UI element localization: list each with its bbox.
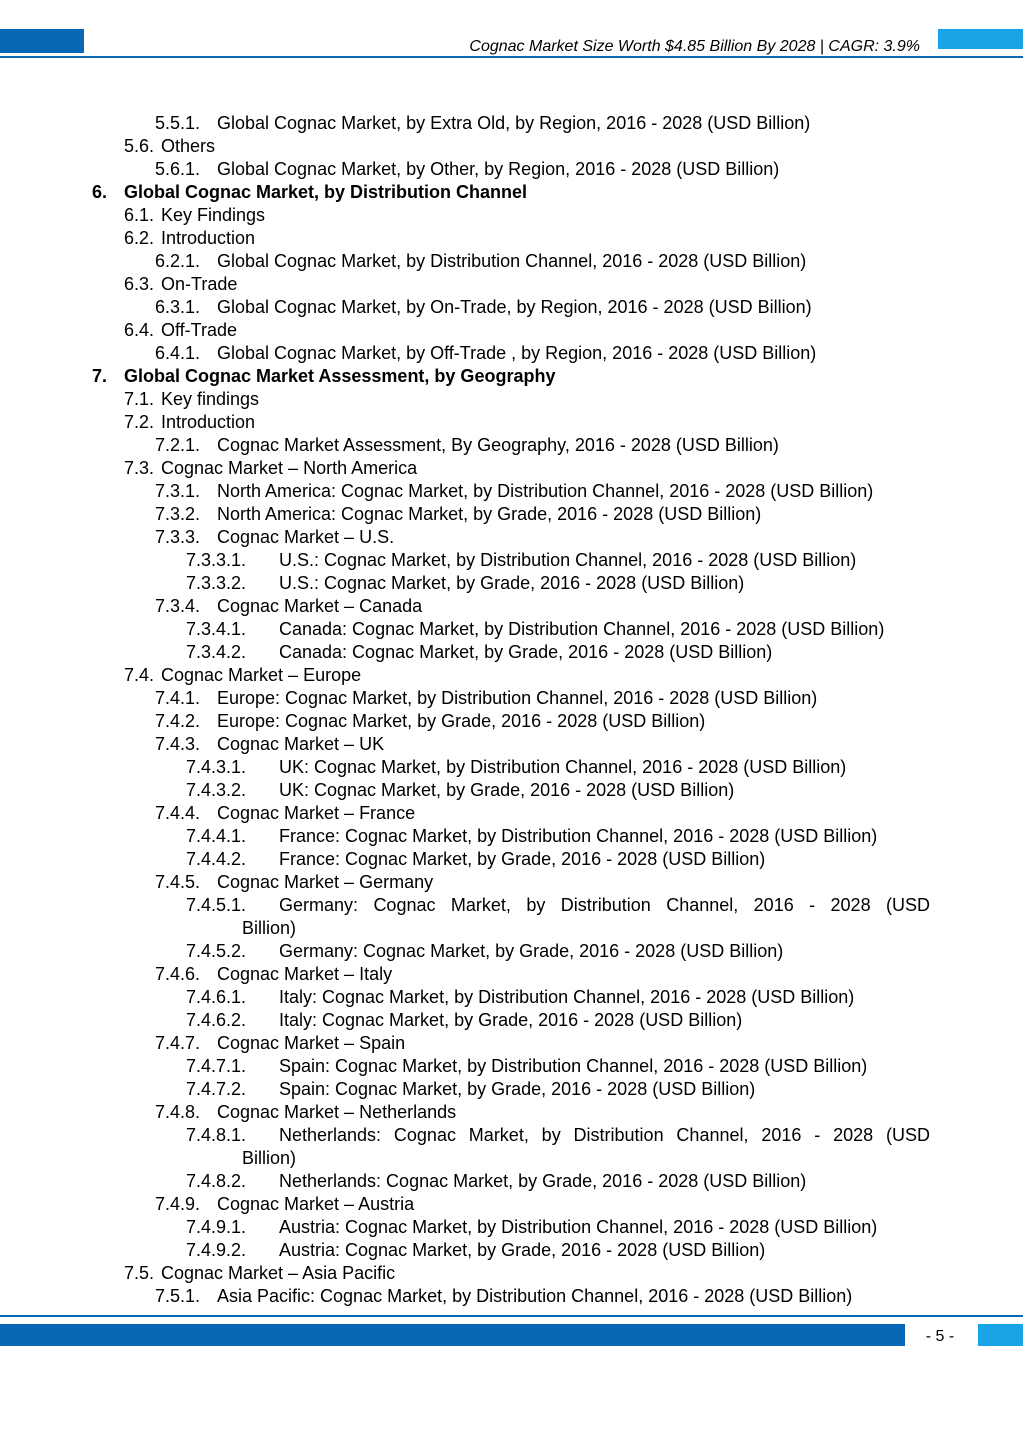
toc-entry bbox=[0, 250, 1023, 273]
toc-entry-title: Cognac Market – Europe bbox=[161, 665, 362, 685]
toc-entry-number: 7.2.1. bbox=[155, 435, 201, 455]
toc-entry bbox=[0, 1078, 1023, 1101]
toc-entry-title: U.S.: Cognac Market, by Distribution Channel, 2016 - 2028 (USD Billion) bbox=[279, 550, 857, 570]
toc-entry-title: Cognac Market – Canada bbox=[217, 596, 423, 616]
toc-entry-number: 7.3.2. bbox=[155, 504, 201, 524]
toc-entry-title: Introduction bbox=[161, 228, 256, 248]
page-number: - 5 - bbox=[925, 1328, 955, 1345]
header-left-accent-block bbox=[0, 29, 84, 53]
toc-entry bbox=[0, 710, 1023, 733]
toc-entry-title: Cognac Market – U.S. bbox=[217, 527, 395, 547]
toc-entry-number: 7.1. bbox=[124, 389, 155, 409]
footer-right-accent-block bbox=[978, 1324, 1023, 1346]
toc-entry-number: 5.6.1. bbox=[155, 159, 201, 179]
toc-entry bbox=[0, 457, 1023, 480]
toc-entry-title: Spain: Cognac Market, by Grade, 2016 - 2028 (USD Billion) bbox=[279, 1079, 756, 1099]
toc-entry bbox=[0, 365, 1023, 388]
toc-entry-title: Others bbox=[161, 136, 216, 156]
toc-entry-number: 7.4. bbox=[124, 665, 155, 685]
toc-entry-title: France: Cognac Market, by Distribution Channel, 2016 - 2028 (USD Billion) bbox=[279, 826, 878, 846]
header-right-accent-block bbox=[938, 29, 1023, 49]
toc-entry-title: Global Cognac Market, by On-Trade, by Region, 2016 - 2028 (USD Billion) bbox=[217, 297, 812, 317]
toc-entry-title: Germany: Cognac Market, by Distribution Channel, 2016 - 2028 (USD bbox=[279, 895, 930, 915]
toc-entry-title: Cognac Market – Austria bbox=[217, 1194, 415, 1214]
toc-entry-number: 6.4. bbox=[124, 320, 155, 340]
toc-entry-number: 7.5.1. bbox=[155, 1286, 201, 1306]
toc-entry-title: Cognac Market – Netherlands bbox=[217, 1102, 457, 1122]
header-title: Cognac Market Size Worth $4.85 Billion By 2028 | CAGR: 3.9% bbox=[469, 38, 920, 55]
toc-entry-title-continuation: Billion) bbox=[242, 1148, 297, 1168]
toc-entry-title: Cognac Market – Italy bbox=[217, 964, 393, 984]
toc-entry bbox=[0, 181, 1023, 204]
toc-entry-title: UK: Cognac Market, by Grade, 2016 - 2028 (USD Billion) bbox=[279, 780, 735, 800]
toc-entry-title: Canada: Cognac Market, by Distribution Channel, 2016 - 2028 (USD Billion) bbox=[279, 619, 885, 639]
toc-entry bbox=[0, 779, 1023, 802]
toc-entry bbox=[0, 595, 1023, 618]
toc-entry bbox=[0, 572, 1023, 595]
toc-entry-number: 6.3. bbox=[124, 274, 155, 294]
toc-entry bbox=[0, 296, 1023, 319]
toc-entry bbox=[0, 756, 1023, 779]
toc-entry-title: Key Findings bbox=[161, 205, 266, 225]
toc-entry-number: 7.3.3. bbox=[155, 527, 201, 547]
toc-entry-title: Introduction bbox=[161, 412, 256, 432]
toc-entry bbox=[0, 411, 1023, 434]
toc-entry-number: 7.4.7.2. bbox=[186, 1079, 247, 1099]
toc-entry bbox=[0, 549, 1023, 572]
toc-entry-title: Canada: Cognac Market, by Grade, 2016 - 2028 (USD Billion) bbox=[279, 642, 773, 662]
toc-entry-number: 7.4.9. bbox=[155, 1194, 201, 1214]
toc-entry-title: Global Cognac Market, by Distribution Channel bbox=[124, 182, 528, 202]
toc-entry bbox=[0, 342, 1023, 365]
toc-entry-number: 6.3.1. bbox=[155, 297, 201, 317]
toc-entry-title: Netherlands: Cognac Market, by Distribution Channel, 2016 - 2028 (USD bbox=[279, 1125, 930, 1145]
toc-entry-title: Global Cognac Market, by Extra Old, by Region, 2016 - 2028 (USD Billion) bbox=[217, 113, 811, 133]
toc-entry-title: Italy: Cognac Market, by Grade, 2016 - 2028 (USD Billion) bbox=[279, 1010, 743, 1030]
toc-entry bbox=[0, 1193, 1023, 1216]
toc-entry bbox=[0, 1124, 1023, 1170]
toc-entry-number: 7.5. bbox=[124, 1263, 155, 1283]
toc-entry-number: 7.4.1. bbox=[155, 688, 201, 708]
header-rule bbox=[0, 56, 1023, 58]
toc-entry-title: Global Cognac Market, by Distribution Channel, 2016 - 2028 (USD Billion) bbox=[217, 251, 807, 271]
toc-entry-number: 7.4.8. bbox=[155, 1102, 201, 1122]
toc-entry-number: 6.4.1. bbox=[155, 343, 201, 363]
toc-entry-title: Key findings bbox=[161, 389, 260, 409]
toc-entry bbox=[0, 871, 1023, 894]
toc-entry-number: 6.2.1. bbox=[155, 251, 201, 271]
toc-entry-number: 5.6. bbox=[124, 136, 155, 156]
toc-entry-number: 6.1. bbox=[124, 205, 155, 225]
toc-entry-title: Global Cognac Market, by Off-Trade , by Region, 2016 - 2028 (USD Billion) bbox=[217, 343, 817, 363]
toc-entry bbox=[0, 894, 1023, 940]
toc-entry-number: 6.2. bbox=[124, 228, 155, 248]
toc-entry-title: Cognac Market – Spain bbox=[217, 1033, 406, 1053]
toc-entry bbox=[0, 1009, 1023, 1032]
toc-entry-number: 7.4.8.1. bbox=[186, 1125, 247, 1145]
toc-entry-title: Global Cognac Market Assessment, by Geography bbox=[124, 366, 556, 386]
toc-entry bbox=[0, 1262, 1023, 1285]
toc-entry bbox=[0, 204, 1023, 227]
toc-entry bbox=[0, 664, 1023, 687]
toc-entry-title: Cognac Market – UK bbox=[217, 734, 385, 754]
toc-entry-title: UK: Cognac Market, by Distribution Channel, 2016 - 2028 (USD Billion) bbox=[279, 757, 847, 777]
toc-entry-number: 7.4.4.2. bbox=[186, 849, 247, 869]
toc-entry-number: 6. bbox=[92, 182, 108, 202]
toc-entry-number: 7.3. bbox=[124, 458, 155, 478]
toc-entry-number: 7.3.4.1. bbox=[186, 619, 247, 639]
toc-entry-title: Cognac Market Assessment, By Geography, 2016 - 2028 (USD Billion) bbox=[217, 435, 779, 455]
toc-entry-title: Italy: Cognac Market, by Distribution Channel, 2016 - 2028 (USD Billion) bbox=[279, 987, 855, 1007]
toc-entry-number: 7.3.4. bbox=[155, 596, 201, 616]
toc-entry-title: North America: Cognac Market, by Distribution Channel, 2016 - 2028 (USD Billion) bbox=[217, 481, 874, 501]
toc-entry-title: Europe: Cognac Market, by Distribution Channel, 2016 - 2028 (USD Billion) bbox=[217, 688, 818, 708]
toc-entry-number: 7.4.3. bbox=[155, 734, 201, 754]
toc-entry-title-continuation: Billion) bbox=[242, 918, 297, 938]
toc-entry-number: 7.4.8.2. bbox=[186, 1171, 247, 1191]
toc-entry bbox=[0, 319, 1023, 342]
toc-entry-title: Global Cognac Market, by Other, by Region, 2016 - 2028 (USD Billion) bbox=[217, 159, 780, 179]
toc-entry-number: 7.4.5.2. bbox=[186, 941, 247, 961]
toc-entry-number: 7.4.5. bbox=[155, 872, 201, 892]
toc-entry bbox=[0, 825, 1023, 848]
toc-entry-title: Spain: Cognac Market, by Distribution Channel, 2016 - 2028 (USD Billion) bbox=[279, 1056, 868, 1076]
toc-entry bbox=[0, 1032, 1023, 1055]
toc-entry-title: France: Cognac Market, by Grade, 2016 - 2028 (USD Billion) bbox=[279, 849, 766, 869]
toc-entry bbox=[0, 480, 1023, 503]
toc-entry-title: Europe: Cognac Market, by Grade, 2016 - 2028 (USD Billion) bbox=[217, 711, 706, 731]
toc-entry bbox=[0, 848, 1023, 871]
toc-entry bbox=[0, 986, 1023, 1009]
toc-entry-number: 7.4.6. bbox=[155, 964, 201, 984]
footer-bar bbox=[0, 1324, 905, 1346]
toc-entry bbox=[0, 963, 1023, 986]
toc-entry-title: U.S.: Cognac Market, by Grade, 2016 - 2028 (USD Billion) bbox=[279, 573, 745, 593]
toc-entry-title: Cognac Market – France bbox=[217, 803, 416, 823]
toc-entry-title: Germany: Cognac Market, by Grade, 2016 - 2028 (USD Billion) bbox=[279, 941, 784, 961]
toc-entry-number: 7.2. bbox=[124, 412, 155, 432]
toc-entry-number: 7.4.6.2. bbox=[186, 1010, 247, 1030]
toc-entry bbox=[0, 388, 1023, 411]
toc-entry-title: North America: Cognac Market, by Grade, 2016 - 2028 (USD Billion) bbox=[217, 504, 762, 524]
toc-entry-number: 7.4.9.1. bbox=[186, 1217, 247, 1237]
toc-entry-number: 7.4.6.1. bbox=[186, 987, 247, 1007]
toc-entry-number: 7.4.9.2. bbox=[186, 1240, 247, 1260]
toc-entry-title: Cognac Market – Germany bbox=[217, 872, 434, 892]
toc-entry-number: 7. bbox=[92, 366, 108, 386]
toc-entry-title: Cognac Market – Asia Pacific bbox=[161, 1263, 396, 1283]
toc-entry-number: 7.3.1. bbox=[155, 481, 201, 501]
toc-entry-title: Asia Pacific: Cognac Market, by Distribution Channel, 2016 - 2028 (USD Billion) bbox=[217, 1286, 853, 1306]
toc-entry bbox=[0, 227, 1023, 250]
toc-entry bbox=[0, 434, 1023, 457]
toc-entry bbox=[0, 733, 1023, 756]
toc-entry-number: 7.4.4.1. bbox=[186, 826, 247, 846]
toc-entry-number: 7.4.5.1. bbox=[186, 895, 247, 915]
toc-entry-number: 7.4.3.1. bbox=[186, 757, 247, 777]
toc-entry bbox=[0, 802, 1023, 825]
toc-entry bbox=[0, 1216, 1023, 1239]
toc-entry-title: Austria: Cognac Market, by Distribution Channel, 2016 - 2028 (USD Billion) bbox=[279, 1217, 878, 1237]
toc-entry-number: 7.4.7.1. bbox=[186, 1056, 247, 1076]
toc-entry-title: Netherlands: Cognac Market, by Grade, 2016 - 2028 (USD Billion) bbox=[279, 1171, 807, 1191]
toc-entry bbox=[0, 1055, 1023, 1078]
toc-entry bbox=[0, 1170, 1023, 1193]
toc-entry bbox=[0, 503, 1023, 526]
toc-entry-title: Cognac Market – North America bbox=[161, 458, 418, 478]
toc-entry bbox=[0, 158, 1023, 181]
toc-entry bbox=[0, 1239, 1023, 1262]
toc-entry bbox=[0, 1285, 1023, 1308]
toc-entry bbox=[0, 112, 1023, 135]
toc-entry-title: Off-Trade bbox=[161, 320, 238, 340]
toc-entry-title: On-Trade bbox=[161, 274, 238, 294]
toc-entry bbox=[0, 618, 1023, 641]
toc-entry-number: 7.4.7. bbox=[155, 1033, 201, 1053]
toc-entry-number: 7.3.4.2. bbox=[186, 642, 247, 662]
toc-entry bbox=[0, 1101, 1023, 1124]
toc-entry-number: 7.4.4. bbox=[155, 803, 201, 823]
table-of-contents bbox=[0, 112, 1023, 1308]
toc-entry-title: Austria: Cognac Market, by Grade, 2016 - 2028 (USD Billion) bbox=[279, 1240, 766, 1260]
toc-entry-number: 7.3.3.1. bbox=[186, 550, 247, 570]
toc-entry-number: 7.4.2. bbox=[155, 711, 201, 731]
toc-entry bbox=[0, 641, 1023, 664]
toc-entry-number: 5.5.1. bbox=[155, 113, 201, 133]
toc-entry bbox=[0, 687, 1023, 710]
toc-entry bbox=[0, 135, 1023, 158]
toc-entry-number: 7.3.3.2. bbox=[186, 573, 247, 593]
toc-entry-number: 7.4.3.2. bbox=[186, 780, 247, 800]
toc-entry bbox=[0, 526, 1023, 549]
footer-rule bbox=[0, 1315, 1023, 1317]
toc-entry bbox=[0, 273, 1023, 296]
toc-entry bbox=[0, 940, 1023, 963]
